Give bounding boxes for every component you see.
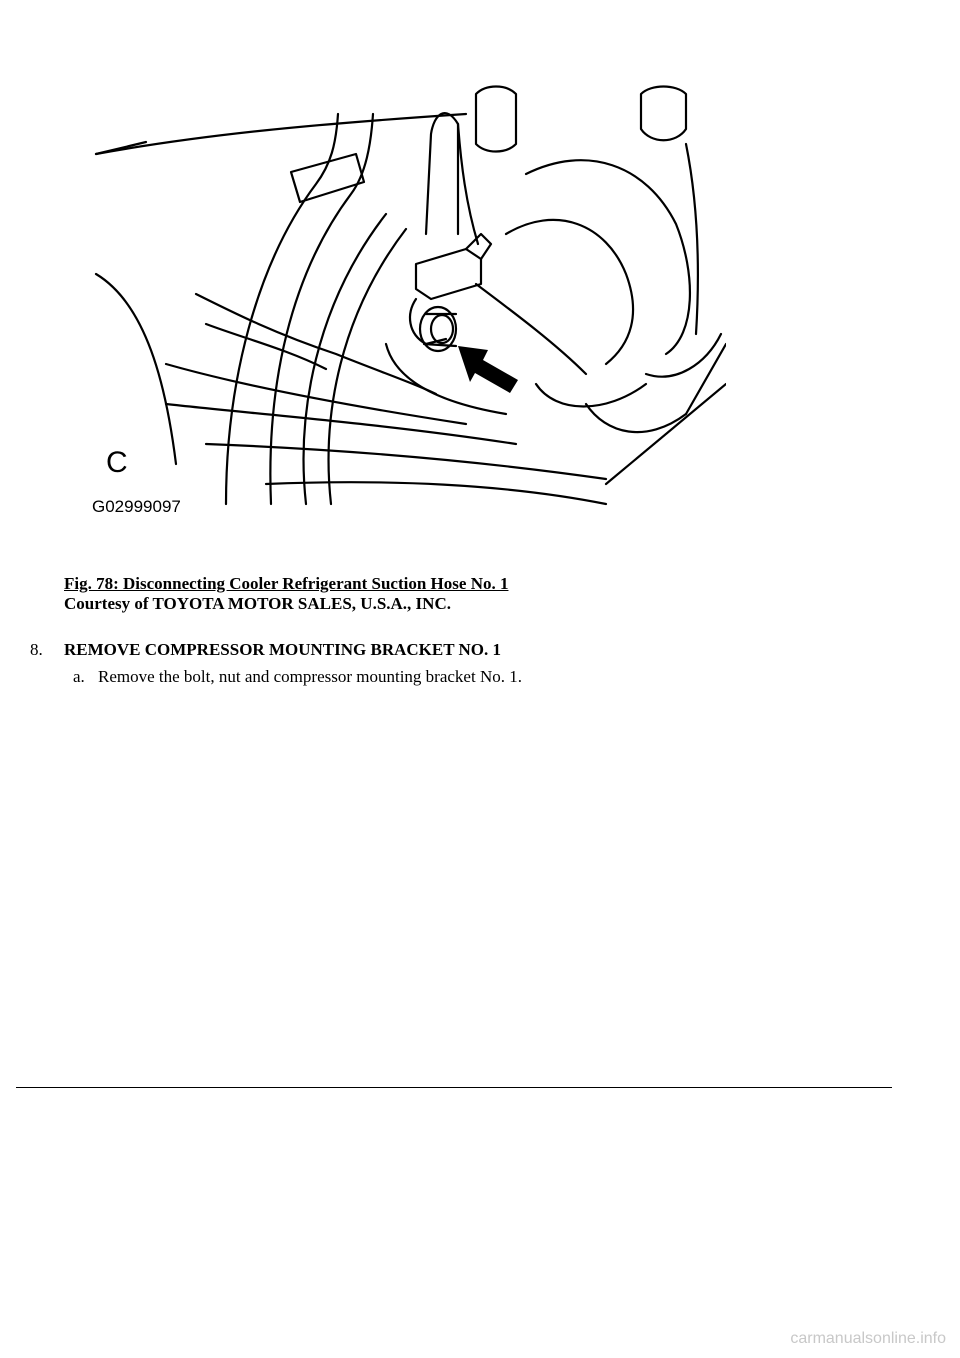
procedure-substep bbox=[73, 667, 522, 687]
arrow-icon bbox=[458, 346, 518, 393]
substep-text: Remove the bolt, nut and compressor mounting bracket No. 1. bbox=[98, 667, 522, 686]
figure-illustration bbox=[86, 84, 726, 520]
caption-title: Fig. 78: Disconnecting Cooler Refrigerant Suction Hose No. 1 bbox=[64, 574, 509, 593]
page-divider bbox=[16, 1087, 892, 1088]
step-number: 8. bbox=[30, 640, 43, 659]
view-letter: C bbox=[106, 446, 128, 479]
substep-letter: a. bbox=[73, 667, 85, 686]
caption-credit: Courtesy of TOYOTA MOTOR SALES, U.S.A., INC. bbox=[64, 594, 451, 613]
hose-bracket-drawing bbox=[86, 84, 726, 520]
figure-code: G02999097 bbox=[92, 497, 181, 516]
watermark: carmanualsonline.info bbox=[790, 1330, 946, 1347]
step-heading: REMOVE COMPRESSOR MOUNTING BRACKET NO. 1 bbox=[64, 640, 501, 659]
procedure-step bbox=[30, 640, 501, 660]
figure-caption bbox=[64, 574, 508, 614]
